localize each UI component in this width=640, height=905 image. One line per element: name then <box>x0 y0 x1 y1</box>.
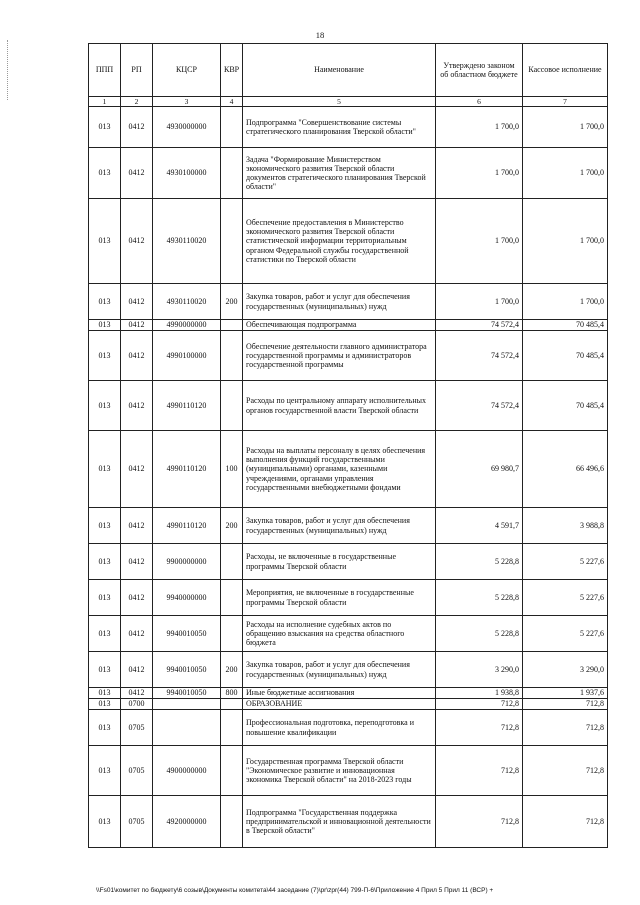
cell-approved: 1 700,0 <box>436 107 523 148</box>
cell-cash: 5 227,6 <box>523 616 608 652</box>
cell-rp: 0412 <box>121 331 153 381</box>
cell-approved: 712,8 <box>436 796 523 848</box>
cell-kvr <box>221 544 243 580</box>
cell-cash: 66 496,6 <box>523 431 608 508</box>
header-cash: Кассовое исполнение <box>523 44 608 97</box>
cell-kvr <box>221 148 243 199</box>
header-approved: Утверждено законом об областном бюджете <box>436 44 523 97</box>
cell-name: Расходы на выплаты персоналу в целях обеспечения выполнения функций государственными (муниципальными) органами, казенными учреждениями, органами управления государственными внебюджетными фондами <box>243 431 436 508</box>
cell-ppp: 013 <box>89 796 121 848</box>
cell-rp: 0412 <box>121 381 153 431</box>
cell-name: Задача "Формирование Министерством экономического развития Тверской области документов стратегического планирования Тверской области" <box>243 148 436 199</box>
cell-kcsr <box>153 710 221 746</box>
cell-name: Расходы на исполнение судебных актов по обращению взыскания на средства областного бюджета <box>243 616 436 652</box>
cell-kvr <box>221 746 243 796</box>
cell-approved: 74 572,4 <box>436 381 523 431</box>
cell-name: Обеспечение деятельности главного администратора государственной программы и администраторов государственной программы <box>243 331 436 381</box>
cell-ppp: 013 <box>89 107 121 148</box>
cell-cash: 70 485,4 <box>523 381 608 431</box>
table-row <box>89 544 608 580</box>
cell-rp: 0412 <box>121 688 153 699</box>
cell-kvr: 200 <box>221 284 243 320</box>
table-row <box>89 508 608 544</box>
cell-cash: 712,8 <box>523 699 608 710</box>
cell-kvr <box>221 107 243 148</box>
cell-rp: 0412 <box>121 148 153 199</box>
table-row <box>89 688 608 699</box>
cell-kvr: 200 <box>221 652 243 688</box>
cell-kvr <box>221 320 243 331</box>
cell-rp: 0412 <box>121 580 153 616</box>
table-row <box>89 431 608 508</box>
header-kvr: КВР <box>221 44 243 97</box>
table-row <box>89 107 608 148</box>
table-row <box>89 199 608 284</box>
cell-approved: 1 938,8 <box>436 688 523 699</box>
table-row <box>89 616 608 652</box>
cell-approved: 1 700,0 <box>436 284 523 320</box>
cell-rp: 0412 <box>121 616 153 652</box>
cell-kvr <box>221 710 243 746</box>
cell-kvr <box>221 331 243 381</box>
cell-kvr <box>221 580 243 616</box>
cell-name: Профессиональная подготовка, переподготовка и повышение квалификации <box>243 710 436 746</box>
cell-rp: 0705 <box>121 796 153 848</box>
column-number: 5 <box>243 97 436 107</box>
cell-ppp: 013 <box>89 710 121 746</box>
cell-rp: 0412 <box>121 107 153 148</box>
column-number: 1 <box>89 97 121 107</box>
cell-cash: 3 290,0 <box>523 652 608 688</box>
table-row <box>89 746 608 796</box>
table-row <box>89 796 608 848</box>
table-row <box>89 284 608 320</box>
cell-rp: 0705 <box>121 746 153 796</box>
cell-rp: 0412 <box>121 199 153 284</box>
column-number: 6 <box>436 97 523 107</box>
budget-table <box>88 43 608 848</box>
cell-kcsr: 4930110020 <box>153 199 221 284</box>
cell-approved: 4 591,7 <box>436 508 523 544</box>
cell-cash: 70 485,4 <box>523 331 608 381</box>
cell-cash: 1 700,0 <box>523 107 608 148</box>
header-ppp: ППП <box>89 44 121 97</box>
cell-approved: 712,8 <box>436 710 523 746</box>
cell-rp: 0412 <box>121 431 153 508</box>
cell-ppp: 013 <box>89 746 121 796</box>
cell-name: Мероприятия, не включенные в государственные программы Тверской области <box>243 580 436 616</box>
cell-approved: 74 572,4 <box>436 320 523 331</box>
cell-kcsr: 4930110020 <box>153 284 221 320</box>
header-name: Наименование <box>243 44 436 97</box>
cell-approved: 5 228,8 <box>436 544 523 580</box>
cell-kcsr: 4930100000 <box>153 148 221 199</box>
cell-kcsr: 4990110120 <box>153 508 221 544</box>
cell-cash: 1 700,0 <box>523 148 608 199</box>
cell-kcsr: 4930000000 <box>153 107 221 148</box>
cell-name: Расходы, не включенные в государственные программы Тверской области <box>243 544 436 580</box>
cell-ppp: 013 <box>89 331 121 381</box>
cell-kvr: 200 <box>221 508 243 544</box>
cell-name: Закупка товаров, работ и услуг для обеспечения государственных (муниципальных) нужд <box>243 284 436 320</box>
cell-rp: 0412 <box>121 508 153 544</box>
cell-ppp: 013 <box>89 699 121 710</box>
table-row <box>89 381 608 431</box>
cell-name: Расходы по центральному аппарату исполнительных органов государственной власти Тверской области <box>243 381 436 431</box>
table-row <box>89 710 608 746</box>
cell-cash: 5 227,6 <box>523 580 608 616</box>
table-row <box>89 580 608 616</box>
cell-kcsr <box>153 699 221 710</box>
cell-kvr: 100 <box>221 431 243 508</box>
table-row <box>89 331 608 381</box>
cell-name: Обеспечение предоставления в Министерство экономического развития Тверской области статистической информации территориальным органом Федеральной службы государственной статистики по Тверской области <box>243 199 436 284</box>
cell-rp: 0700 <box>121 699 153 710</box>
cell-ppp: 013 <box>89 688 121 699</box>
cell-kvr: 800 <box>221 688 243 699</box>
cell-kvr <box>221 699 243 710</box>
cell-kcsr: 9940000000 <box>153 580 221 616</box>
cell-ppp: 013 <box>89 580 121 616</box>
cell-kcsr: 9900000000 <box>153 544 221 580</box>
cell-ppp: 013 <box>89 544 121 580</box>
cell-name: Закупка товаров, работ и услуг для обеспечения государственных (муниципальных) нужд <box>243 508 436 544</box>
cell-rp: 0412 <box>121 652 153 688</box>
column-number: 4 <box>221 97 243 107</box>
cell-kcsr: 4990000000 <box>153 320 221 331</box>
cell-kcsr: 4990110120 <box>153 431 221 508</box>
cell-approved: 5 228,8 <box>436 616 523 652</box>
cell-cash: 1 700,0 <box>523 284 608 320</box>
cell-kcsr: 4990110120 <box>153 381 221 431</box>
cell-rp: 0412 <box>121 284 153 320</box>
cell-kcsr: 4900000000 <box>153 746 221 796</box>
cell-approved: 3 290,0 <box>436 652 523 688</box>
cell-name: Обеспечивающая подпрограмма <box>243 320 436 331</box>
cell-name: Государственная программа Тверской области "Экономическое развитие и инновационная экономика Тверской области" на 2018-2023 годы <box>243 746 436 796</box>
cell-kvr <box>221 199 243 284</box>
cell-approved: 712,8 <box>436 699 523 710</box>
cell-cash: 712,8 <box>523 710 608 746</box>
cell-ppp: 013 <box>89 199 121 284</box>
cell-approved: 74 572,4 <box>436 331 523 381</box>
cell-rp: 0412 <box>121 320 153 331</box>
cell-kcsr: 4990100000 <box>153 331 221 381</box>
cell-name: Закупка товаров, работ и услуг для обеспечения государственных (муниципальных) нужд <box>243 652 436 688</box>
cell-kvr <box>221 616 243 652</box>
cell-ppp: 013 <box>89 431 121 508</box>
cell-ppp: 013 <box>89 616 121 652</box>
table-row <box>89 652 608 688</box>
column-number: 2 <box>121 97 153 107</box>
column-number: 3 <box>153 97 221 107</box>
cell-kcsr: 9940010050 <box>153 652 221 688</box>
cell-cash: 1 700,0 <box>523 199 608 284</box>
cell-cash: 712,8 <box>523 796 608 848</box>
cell-cash: 5 227,6 <box>523 544 608 580</box>
header-rp: РП <box>121 44 153 97</box>
cell-kcsr: 9940010050 <box>153 616 221 652</box>
cell-ppp: 013 <box>89 148 121 199</box>
cell-kvr <box>221 381 243 431</box>
cell-name: ОБРАЗОВАНИЕ <box>243 699 436 710</box>
cell-approved: 1 700,0 <box>436 148 523 199</box>
column-number-row <box>89 97 608 107</box>
cell-rp: 0412 <box>121 544 153 580</box>
table-row <box>89 148 608 199</box>
cell-cash: 70 485,4 <box>523 320 608 331</box>
cell-approved: 69 980,7 <box>436 431 523 508</box>
column-number: 7 <box>523 97 608 107</box>
cell-ppp: 013 <box>89 284 121 320</box>
cell-ppp: 013 <box>89 652 121 688</box>
cell-ppp: 013 <box>89 381 121 431</box>
cell-approved: 712,8 <box>436 746 523 796</box>
cell-approved: 5 228,8 <box>436 580 523 616</box>
cell-kcsr: 4920000000 <box>153 796 221 848</box>
header-kcsr: КЦСР <box>153 44 221 97</box>
cell-cash: 712,8 <box>523 746 608 796</box>
table-row <box>89 699 608 710</box>
cell-name: Подпрограмма "Государственная поддержка предпринимательской и инновационной деятельности в Тверской области" <box>243 796 436 848</box>
margin-mark <box>7 40 9 100</box>
cell-name: Иные бюджетные ассигнования <box>243 688 436 699</box>
cell-name: Подпрограмма "Совершенствование системы стратегического планирования Тверской области" <box>243 107 436 148</box>
cell-approved: 1 700,0 <box>436 199 523 284</box>
table-header-row <box>89 44 608 97</box>
cell-ppp: 013 <box>89 508 121 544</box>
file-path-footer: \\Fs01\комитет по бюджету\6 созыв\Документы комитета\44 заседание (7)\pr\zpr(44) 799-П-6\Приложение 4 Прил 5 Прил 11 (ВСР) + <box>96 887 494 894</box>
cell-rp: 0705 <box>121 710 153 746</box>
cell-cash: 3 988,8 <box>523 508 608 544</box>
page-number: 18 <box>315 30 325 40</box>
table-row <box>89 320 608 331</box>
cell-cash: 1 937,6 <box>523 688 608 699</box>
cell-kvr <box>221 796 243 848</box>
cell-kcsr: 9940010050 <box>153 688 221 699</box>
cell-ppp: 013 <box>89 320 121 331</box>
